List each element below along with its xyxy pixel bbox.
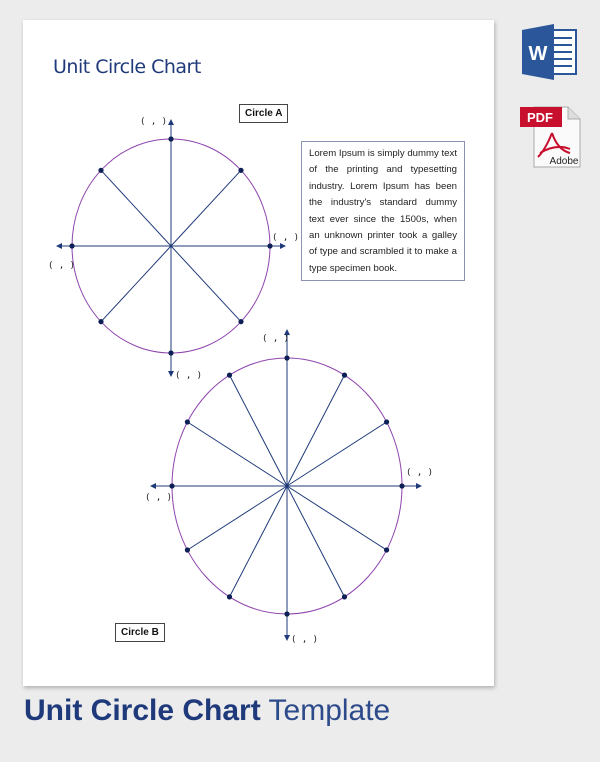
svg-text:W: W <box>528 43 548 65</box>
radius-line <box>287 375 345 486</box>
angle-point <box>169 483 174 488</box>
radius-line <box>101 246 171 322</box>
coordinate-label: ( , ) <box>406 468 434 478</box>
radius-line <box>287 422 387 486</box>
svg-text:PDF: PDF <box>527 110 553 125</box>
page-title: Unit Circle Chart <box>53 56 201 78</box>
angle-point <box>185 419 190 424</box>
coordinate-label: ( , ) <box>140 117 168 127</box>
angle-point <box>267 243 272 248</box>
angle-point <box>284 355 289 360</box>
coordinate-label: ( , ) <box>145 493 173 503</box>
angle-point <box>342 594 347 599</box>
coordinate-label: ( , ) <box>175 371 203 381</box>
circle-b-label: Circle B <box>115 623 165 642</box>
coordinate-label: ( , ) <box>262 334 290 344</box>
svg-text:Adobe: Adobe <box>549 156 579 167</box>
angle-point <box>185 547 190 552</box>
word-download-icon[interactable] <box>520 24 580 80</box>
angle-point <box>384 547 389 552</box>
angle-point <box>399 483 404 488</box>
angle-point <box>69 243 74 248</box>
radius-line <box>101 170 171 246</box>
footer-title-bold: Unit Circle Chart <box>24 694 261 727</box>
angle-point <box>227 594 232 599</box>
footer-title <box>24 694 390 728</box>
angle-point <box>238 319 243 324</box>
angle-point <box>227 373 232 378</box>
angle-point <box>238 168 243 173</box>
description-textbox: Lorem Ipsum is simply dummy text of the printing and typesetting industry. Lorem Ipsum has been the industry's standard dummy text ever since the 1500s, when an unknown printer took a galley of type and scrambled it to make a type specimen book. <box>301 141 465 281</box>
angle-point <box>98 319 103 324</box>
radius-line <box>171 170 241 246</box>
footer-title-light: Template <box>268 694 391 727</box>
angle-point <box>284 611 289 616</box>
radius-line <box>187 486 287 550</box>
radius-line <box>230 375 288 486</box>
circle-a-label: Circle A <box>239 104 288 123</box>
coordinate-label: ( , ) <box>272 233 300 243</box>
angle-point <box>168 136 173 141</box>
radius-line <box>230 486 288 597</box>
radius-line <box>171 246 241 322</box>
angle-point <box>384 419 389 424</box>
coordinate-label: ( , ) <box>48 261 76 271</box>
angle-point <box>168 350 173 355</box>
coordinate-label: ( , ) <box>291 635 319 645</box>
radius-line <box>287 486 387 550</box>
radius-line <box>187 422 287 486</box>
pdf-download-icon[interactable] <box>518 103 582 169</box>
angle-point <box>342 373 347 378</box>
angle-point <box>98 168 103 173</box>
radius-line <box>287 486 345 597</box>
